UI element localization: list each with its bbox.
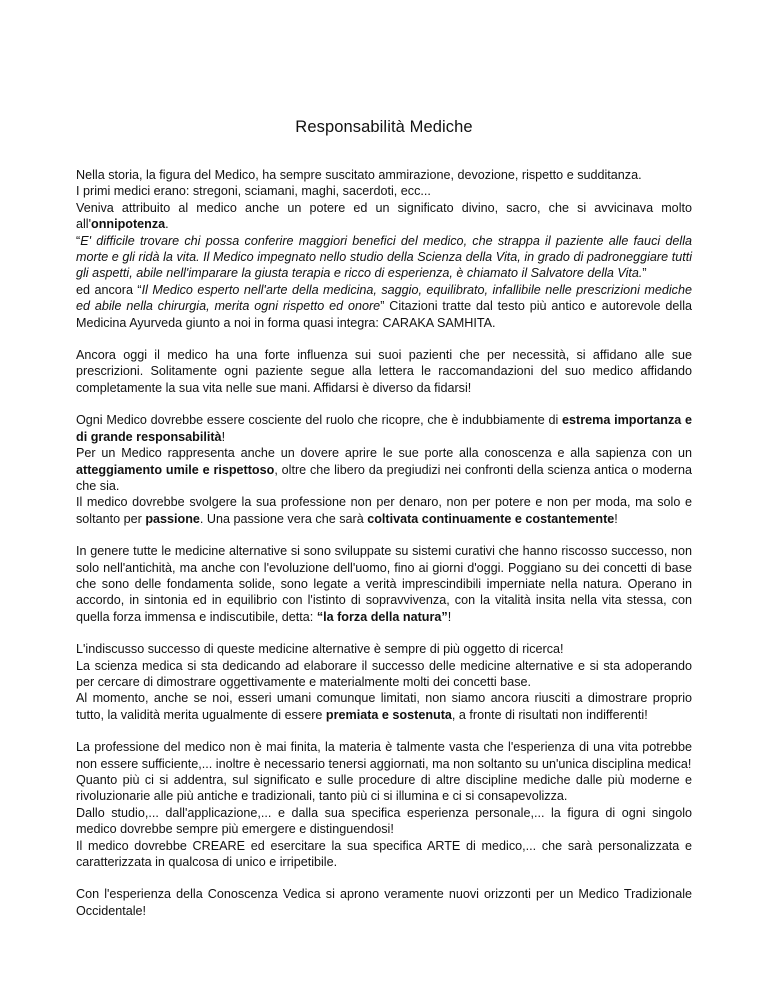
document-title: Responsabilità Mediche (295, 118, 473, 136)
quote-line (76, 282, 692, 331)
bold-text: estrema importanza e di grande responsabilità (76, 413, 692, 444)
text-line: Nella storia, la figura del Medico, ha sempre suscitato ammirazione, devozione, rispetto e sudditanza. (76, 168, 642, 182)
text-run: Per un Medico rappresenta anche un dovere aprire le sue porte alla conoscenza e alla sapienza con un (76, 446, 692, 461)
text-run: ! (221, 429, 226, 444)
text-line: Dallo studio,... dall'applicazione,... e dalla sua specifica esperienza personale,... la figura di ogni singolo medico dovrebbe sempre più emergere e distinguendosi! (76, 805, 692, 837)
paragraph-responsibility (76, 412, 692, 527)
italic-quote: E' difficile trovare chi possa conferire maggiori benefici del medico, che strappa il paziente alle fauci della morte e gli ridà la vita. Il Medico impegnato nello studio della Scienza della Vita, in grado di padroneggiare tutti gli aspetti, abile nell'imparare la giusta terapia e ricco di esperienza, è chiamato il Salvatore della Vita. (76, 233, 692, 281)
text-line: I primi medici erano: stregoni, sciamani, maghi, sacerdoti, ecc... (76, 184, 431, 199)
text-line (76, 690, 692, 723)
bold-text: “la forza della natura” (316, 609, 448, 624)
bold-text: onnipotenza (91, 217, 166, 232)
paragraph-research (76, 641, 692, 723)
quote-mark: ” (642, 266, 647, 281)
text-run: . Una passione vera che sarà (199, 511, 368, 526)
text-run: In genere tutte le medicine alternative si sono sviluppate su sistemi curativi che hanno riscosso successo, non solo nell'antichità, ma anche con l'evoluzione dell'uomo, fino ai giorni d'oggi. Poggiano su dei concetti di base che sono delle fondamenta solide, sono legate a verità imprescindibili imperniate nella natura. Operano in accordo, in sintonia ed in equilibrio con l'istinto di sopravvivenza, con la vitalità insita nella vita stessa, con quella forza immensa e indiscutibile, detta: (76, 544, 692, 624)
text-run: Veniva attribuito al medico anche un potere ed un significato divino, sacro, che si avvicinava molto all' (76, 200, 692, 232)
text-run: . (165, 217, 169, 232)
text-line: Quanto più ci si addentra, sul significato e sulle procedure di altre discipline mediche dalle più moderne e rivoluzionarie alle più antiche e tradizionali, tanto più ci si illumina e ci si consapevolizza. (76, 773, 692, 804)
text-run: , a fronte di risultati non indifferenti! (451, 707, 648, 722)
paragraph-alternative-medicine (76, 543, 692, 625)
bold-text: passione (145, 511, 200, 526)
text-run: ed ancora “ (76, 282, 142, 297)
text-line (76, 494, 692, 527)
italic-quote: Il Medico esperto nell'arte della medicina, saggio, equilibrato, infallibile nelle prescrizioni mediche ed abile nella chirurgia, merita ogni rispetto ed onore (76, 282, 692, 314)
paragraph-vedic-knowledge: Con l'esperienza della Conoscenza Vedica si aprono veramente nuovi orizzonti per un Medico Tradizionale Occidentale! (76, 887, 692, 918)
bold-text: coltivata continuamente e costantemente (367, 511, 615, 526)
text-run: Il medico dovrebbe svolgere la sua professione non per denaro, non per potere e non per moda, ma solo e soltanto per (76, 495, 692, 526)
quote-mark: “ (76, 233, 81, 248)
text-line: L'indiscusso successo di queste medicine alternative è sempre di più oggetto di ricerca! (76, 642, 564, 657)
text-line (76, 445, 692, 494)
text-run: Ogni Medico dovrebbe essere cosciente del ruolo che ricopre, che è indubbiamente di (76, 413, 563, 428)
paragraph-profession (76, 739, 692, 870)
text-line (76, 200, 692, 233)
text-line: La scienza medica si sta dedicando ad elaborare il successo delle medicine alternative e si sta adoperando per cercare di dimostrare oggettivamente e materialmente molti dei concetti base. (76, 658, 692, 689)
text-line (76, 412, 692, 445)
bold-text: atteggiamento umile e rispettoso (76, 462, 275, 477)
text-run: ! (447, 609, 452, 624)
paragraph-influence: Ancora oggi il medico ha una forte influenza sui suoi pazienti che per necessità, si affidano alle sue prescrizioni. Solitamente ogni paziente segue alla lettera le raccomandazioni del suo medico affidando completamente la sua vita nelle sue mani. Affidarsi è diverso da fidarsi! (76, 348, 692, 395)
bold-text: premiata e sostenuta (325, 707, 452, 722)
paragraph-history (76, 167, 692, 331)
text-run: ! (614, 511, 618, 526)
text-line: La professione del medico non è mai finita, la materia è talmente vasta che l'esperienza di una vita potrebbe non essere sufficiente,... inoltre è necessario tenersi aggiornati, ma non soltanto su un'unica disciplina medica! (76, 740, 692, 771)
text-run: Al momento, anche se noi, esseri umani comunque limitati, non siamo ancora riusciti a dimostrare proprio tutto, la validità merita ugualmente di essere (76, 691, 692, 722)
text-line: Il medico dovrebbe CREARE ed esercitare la sua specifica ARTE di medico,... che sarà personalizzata e caratterizzata in qualcosa di unico e irripetibile. (76, 838, 692, 870)
text-run: ” Citazioni tratte dal testo più antico e autorevole della Medicina Ayurveda giunto a noi in forma quasi integra: CARAKA SAMHITA. (76, 299, 693, 330)
quote-line (76, 233, 692, 282)
text-run: , oltre che libero da pregiudizi nei confronti della scienza antica o moderna che sia. (76, 462, 692, 493)
